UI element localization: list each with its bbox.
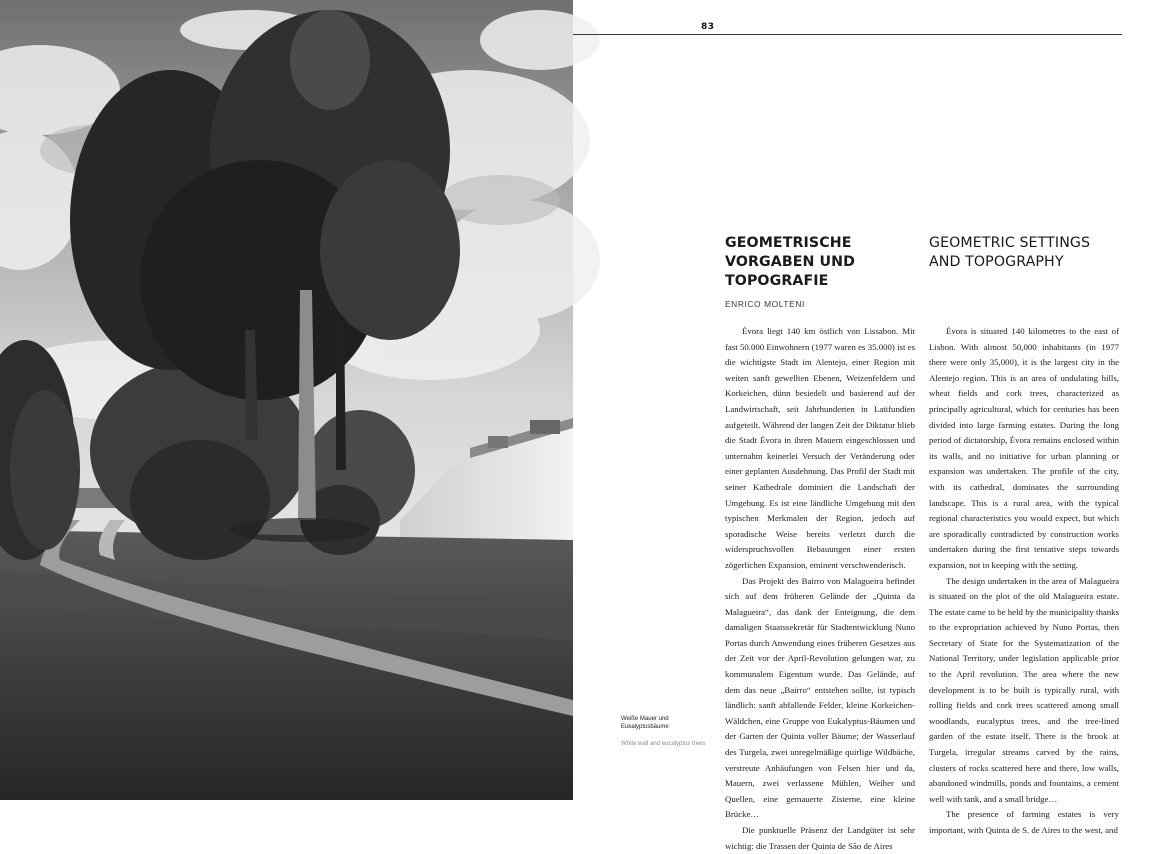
paragraph: The presence of farming estates is very important, with Quinta de S. de Aires to the west, and — [929, 809, 1119, 835]
page-number: 83 — [701, 22, 715, 32]
photo-caption — [621, 716, 713, 749]
paragraph: Évora liegt 140 km östlich von Lissabon. Mit fast 50.000 Einwohnern (1977 waren es 35.000) ist es die wichtigste Stadt im Alentejo, einer Region mit weiten sanft gewellten Ebenen, Weizenfeldern und Korkeichen, dünn besiedelt und basierend auf der Landwirtschaft, seit Jahrhunderten in Latifundien aufgeteilt. Während der langen Zeit der Diktatur blieb die Stadt Évora in ihren Mauern eingeschlossen und unternahm keinerlei Versuch der Veränderung oder einer geplanten Ausdehnung. Das Profil der Stadt mit seiner Kathedrale dominiert die Landschaft der Umgebung. Es ist eine ländliche Umgebung mit den typischen Merkmalen der Region, jedoch auf sporadische Weise bereits verletzt durch die widerspruchsvollen Bebauungen einer ersten zögerlichen Expansion, eminent verschwenderisch. — [725, 326, 915, 570]
heading-german — [725, 234, 910, 291]
heading-german-line: GEOMETRISCHE — [725, 235, 852, 251]
paragraph: Die punktuelle Präsenz der Landgüter ist sehr wichtig: die Trassen der Quinta de São de Aires — [725, 825, 915, 851]
paragraph: The design undertaken in the area of Malagueira is situated on the plot of the old Malagueira estate. The estate came to be held by the municipality thanks to the expropriation achieved by Nuno Portas, then Secretary of State for the Systematization of the National Territory, under legislation applicable prior to the April revolution. The area where the new development is to be built is typically rural, with rolling fields and cork trees scattered among small woodlands, eucalyptus trees, and the tree-lined garden of the estate itself. There is the brook at Turgela, irregular streams carved by the rains, clusters of rocks scattered here and there, low walls, abandoned windmills, ponds and fountains, a cement well with tank, and a small bridge… — [929, 575, 1119, 804]
paragraph: Das Projekt des Bairro von Malagueira befindet sich auf dem früheren Gelände der „Quinta da Malagueira“, das dank der Enteignung, die dem damaligen Staatssekretär für Stadtentwicklung Nuno Portas durch Anwendung eines früheren Gesetzes aus der Zeit vor der April-Revolution gelungen war, zu kommunalem Eigentum wurde. Das Gelände, auf dem das neue „Bairro“ entstehen sollte, ist typisch ländlich: sanft abfallende Felder, kleine Korkeichen-Wäldchen, eine Gruppe von Eukalyptus-Bäumen und der Garten der Quinta voller Bäume; der Wasserlauf des Turgela, zwei unregelmäßige quirlige Wildbäche, verstreute Anhäufungen von Felsen hier und da, Mauern, zwei verlassene Mühlen, Weiher und Quellen, eine gemauerte Zisterne, eine kleine Brücke… — [725, 575, 915, 820]
photo-illustration — [0, 0, 573, 800]
paragraph: Évora is situated 140 kilometres to the east of Lisbon. With almost 50,000 inhabitants (in 1977 there were only 35,000), it is the largest city in the Alentejo region. This is an area of undulating hills, wheat fields and cork trees, characterized as principally agricultural, which for centuries has been divided into large farming estates. During the long period of dictatorship, Évora remains enclosed within its walls, and no initiative for urban planning or expansion was undertaken. The profile of the city, with its cathedral, dominates the surrounding landscape. This is a rural area, with the typical regional characteristics you would expect, but which are sporadically contradicted by construction works undertaken during the first tentative steps towards expansion, not in keeping with the setting. — [929, 326, 1119, 570]
landscape-photo — [0, 0, 573, 800]
caption-english: White wall and eucalyptus trees — [621, 741, 706, 747]
heading-english-line: GEOMETRIC SETTINGS — [929, 235, 1091, 251]
german-text-column — [725, 324, 915, 851]
author-name: ENRICO MOLTENI — [725, 299, 805, 309]
heading-english-line: AND TOPOGRAPHY — [929, 254, 1064, 270]
caption-german: Weiße Mauer und Eukalyptusbäume — [621, 716, 669, 730]
heading-german-line: VORGABEN UND — [725, 254, 856, 270]
header-rule — [573, 34, 1122, 35]
heading-german-line: TOPOGRAFIE — [725, 273, 829, 289]
english-text-column — [929, 324, 1119, 835]
heading-english — [929, 234, 1129, 272]
